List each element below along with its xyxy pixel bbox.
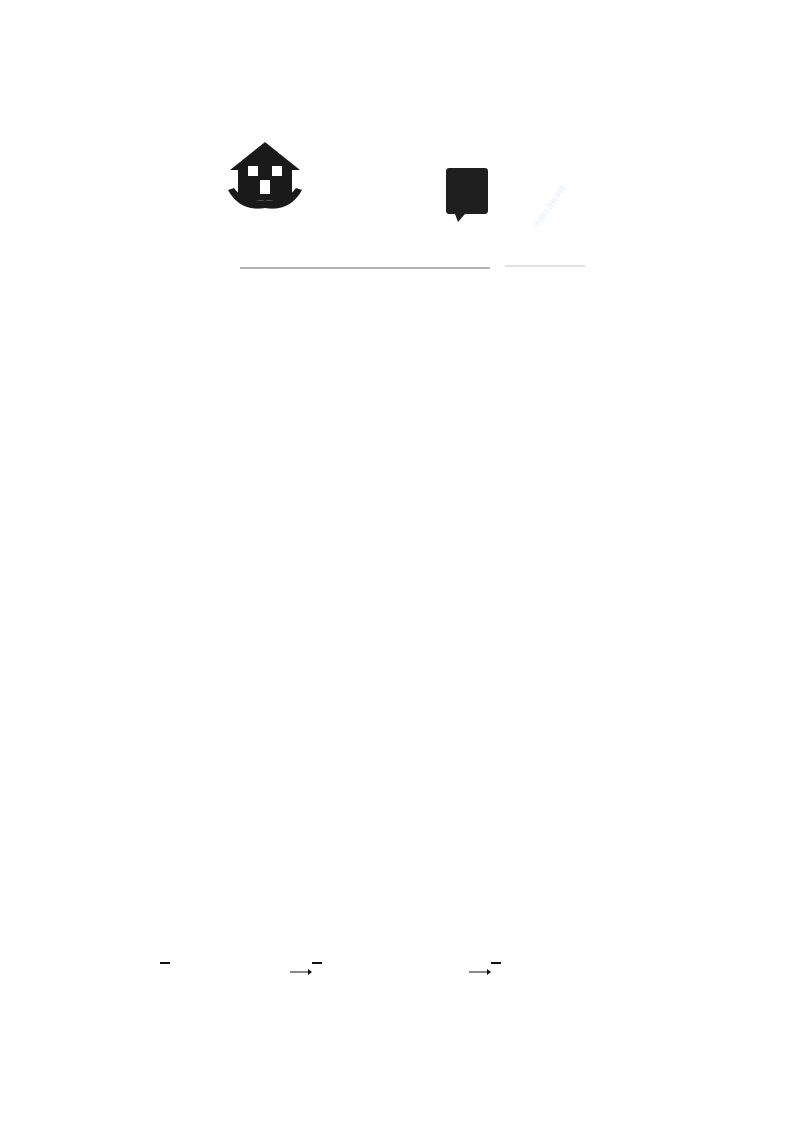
annotation-callout (446, 168, 488, 222)
arrow-right-icon (469, 964, 491, 978)
flow-box-policy (160, 962, 170, 964)
svg-text:中国社会科学网: 中国社会科学网 (533, 184, 568, 230)
flow-box-benefit (491, 962, 501, 964)
flow-box-encourage (312, 962, 322, 964)
chart-new-years (505, 156, 590, 276)
house-logo-icon (228, 142, 302, 209)
arrow-right-icon (290, 964, 312, 978)
chart-figure (200, 118, 600, 280)
